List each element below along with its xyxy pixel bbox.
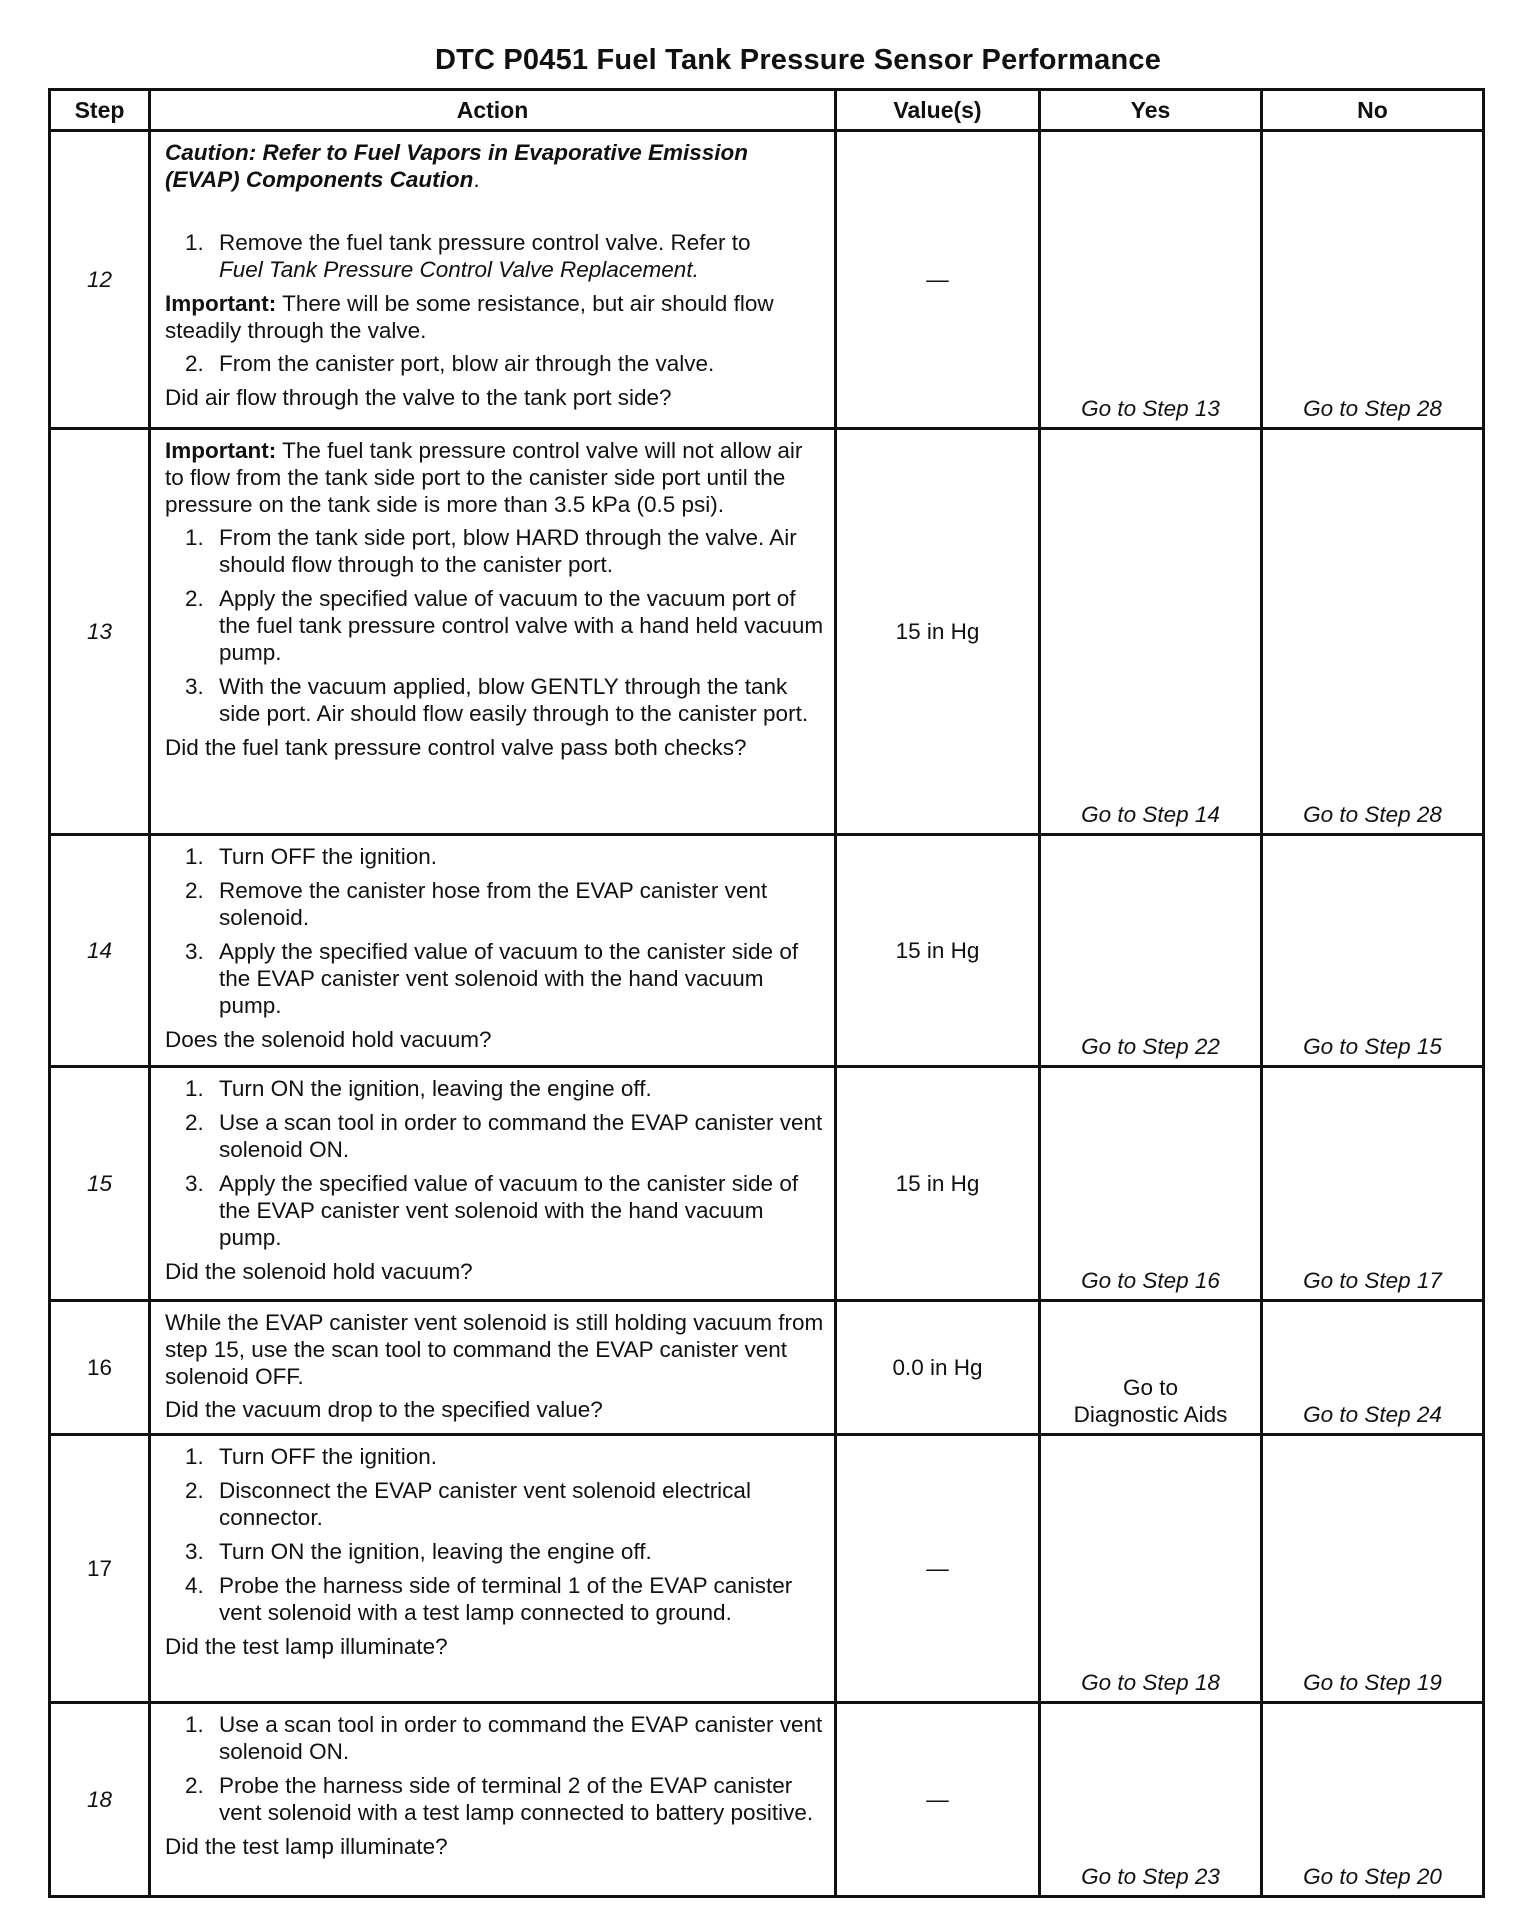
no-link[interactable]: Go to Step 28 xyxy=(1303,396,1442,421)
yes-link[interactable]: Go to Step 23 xyxy=(1081,1864,1220,1889)
header-step: Step xyxy=(50,90,150,131)
no-cell xyxy=(1262,835,1484,1067)
value-cell: 0.0 in Hg xyxy=(836,1301,1040,1435)
no-link[interactable]: Go to Step 17 xyxy=(1303,1268,1442,1293)
value-cell: 15 in Hg xyxy=(836,1067,1040,1301)
action-step: 1. Remove the fuel tank pressure control valve. Refer to Fuel Tank Pressure Control Valve Replacement. xyxy=(185,230,751,282)
no-link[interactable]: Go to Step 15 xyxy=(1303,1034,1442,1059)
action-step: 1. Turn ON the ignition, leaving the engine off. xyxy=(185,1076,652,1101)
yes-cell xyxy=(1040,1301,1262,1435)
action-step: 1. Turn OFF the ignition. xyxy=(185,844,438,869)
step-cell xyxy=(50,1703,150,1897)
page-title: DTC P0451 Fuel Tank Pressure Sensor Performance xyxy=(434,44,1162,76)
yes-cell xyxy=(1040,429,1262,835)
step-number: 17 xyxy=(86,1556,113,1581)
action-step: 2. From the canister port, blow air through the valve. xyxy=(185,351,715,376)
no-cell xyxy=(1262,1703,1484,1897)
action-step: 3. With the vacuum applied, blow GENTLY through the tank side port. Air should flow easily through to the canister port. xyxy=(185,674,809,726)
value-cell: 15 in Hg xyxy=(836,835,1040,1067)
question-text: Did the test lamp illuminate? xyxy=(165,1634,448,1659)
table-row xyxy=(50,1067,1484,1301)
value-cell: 15 in Hg xyxy=(836,429,1040,835)
step-cell xyxy=(50,835,150,1067)
table-row xyxy=(50,429,1484,835)
value-cell: — xyxy=(836,1703,1040,1897)
no-cell xyxy=(1262,1435,1484,1703)
no-link[interactable]: Go to Step 24 xyxy=(1303,1402,1442,1427)
yes-link[interactable]: Go to Step 22 xyxy=(1081,1034,1220,1059)
no-link[interactable]: Go to Step 19 xyxy=(1303,1670,1442,1695)
action-step: 3. Apply the specified value of vacuum to the canister side of the EVAP canister vent solenoid with the hand vacuum pump. xyxy=(185,1171,799,1250)
yes-cell xyxy=(1040,131,1262,429)
action-step: 2. Use a scan tool in order to command the EVAP canister vent solenoid ON. xyxy=(185,1110,823,1162)
action-cell xyxy=(150,1703,836,1897)
step-cell xyxy=(50,1067,150,1301)
table-row xyxy=(50,835,1484,1067)
no-cell xyxy=(1262,1301,1484,1435)
step-cell xyxy=(50,131,150,429)
step-number: 14 xyxy=(86,938,113,963)
action-step: 2. Apply the specified value of vacuum to the vacuum port of the fuel tank pressure control valve with a hand held vacuum pump. xyxy=(185,586,824,665)
yes-cell xyxy=(1040,1067,1262,1301)
yes-link[interactable]: Go to Step 16 xyxy=(1081,1268,1220,1293)
question-text: Did air flow through the valve to the tank port side? xyxy=(165,385,672,410)
header-yes: Yes xyxy=(1040,90,1262,131)
action-step: 1. From the tank side port, blow HARD through the valve. Air should flow through to the canister port. xyxy=(185,525,797,577)
important-note: Important: There will be some resistance, but air should flow steadily through the valve. xyxy=(165,291,774,343)
action-cell xyxy=(150,131,836,429)
no-cell xyxy=(1262,429,1484,835)
action-step: 2. Probe the harness side of terminal 2 of the EVAP canister vent solenoid with a test lamp connected to battery positive. xyxy=(185,1773,814,1825)
value-cell: — xyxy=(836,131,1040,429)
action-cell xyxy=(150,835,836,1067)
action-cell xyxy=(150,1301,836,1435)
yes-link[interactable]: Go to Step 13 xyxy=(1081,396,1220,421)
yes-cell xyxy=(1040,1435,1262,1703)
action-step: 3. Apply the specified value of vacuum to the canister side of the EVAP canister vent solenoid with the hand vacuum pump. xyxy=(185,939,799,1018)
table-row xyxy=(50,1703,1484,1897)
no-cell xyxy=(1262,1067,1484,1301)
caution-text: Caution: Refer to Fuel Vapors in Evaporative Emission (EVAP) Components Caution. xyxy=(165,140,749,192)
step-cell xyxy=(50,429,150,835)
action-step: 1. Turn OFF the ignition. xyxy=(185,1444,438,1469)
action-step: 2. Remove the canister hose from the EVAP canister vent solenoid. xyxy=(185,878,768,930)
action-step: 1. Use a scan tool in order to command the EVAP canister vent solenoid ON. xyxy=(185,1712,823,1764)
yes-cell xyxy=(1040,1703,1262,1897)
action-cell xyxy=(150,1435,836,1703)
header-values: Value(s) xyxy=(836,90,1040,131)
question-text: Does the solenoid hold vacuum? xyxy=(165,1027,492,1052)
action-step: 2. Disconnect the EVAP canister vent solenoid electrical connector. xyxy=(185,1478,751,1530)
important-note: Important: The fuel tank pressure control valve will not allow air to flow from the tank side port to the canister side port until the pressure on the tank side is more than 3.5 kPa (0.5 psi). xyxy=(165,438,803,517)
step-number: 18 xyxy=(86,1787,113,1812)
header-no: No xyxy=(1262,90,1484,131)
yes-link[interactable]: Go to Step 14 xyxy=(1081,802,1220,827)
value-cell: — xyxy=(836,1435,1040,1703)
step-number: 12 xyxy=(86,267,113,292)
step-cell xyxy=(50,1301,150,1435)
reference-link[interactable]: Fuel Tank Pressure Control Valve Replacement. xyxy=(219,257,699,282)
no-link[interactable]: Go to Step 20 xyxy=(1303,1864,1442,1889)
step-cell xyxy=(50,1435,150,1703)
question-text: Did the fuel tank pressure control valve pass both checks? xyxy=(165,735,747,760)
table-header-row xyxy=(50,90,1484,131)
action-step: 3. Turn ON the ignition, leaving the engine off. xyxy=(185,1539,652,1564)
no-cell xyxy=(1262,131,1484,429)
question-text: Did the vacuum drop to the specified value? xyxy=(165,1397,603,1422)
question-text: Did the test lamp illuminate? xyxy=(165,1834,448,1859)
table-row xyxy=(50,131,1484,429)
question-text: Did the solenoid hold vacuum? xyxy=(165,1259,473,1284)
yes-link[interactable]: Go to Step 18 xyxy=(1081,1670,1220,1695)
action-cell xyxy=(150,429,836,835)
yes-link[interactable]: Go to Diagnostic Aids xyxy=(1073,1375,1228,1427)
yes-cell xyxy=(1040,835,1262,1067)
diagnostic-table xyxy=(48,88,1485,1898)
table-row xyxy=(50,1435,1484,1703)
step-number: 15 xyxy=(86,1171,113,1196)
step-number: 13 xyxy=(86,619,113,644)
header-action: Action xyxy=(150,90,836,131)
action-text: While the EVAP canister vent solenoid is still holding vacuum from step 15, use the scan tool to command the EVAP canister vent solenoid OFF. xyxy=(165,1310,824,1389)
no-link[interactable]: Go to Step 28 xyxy=(1303,802,1442,827)
step-number: 16 xyxy=(86,1355,113,1380)
action-step: 4. Probe the harness side of terminal 1 of the EVAP canister vent solenoid with a test lamp connected to ground. xyxy=(185,1573,793,1625)
action-cell xyxy=(150,1067,836,1301)
table-row xyxy=(50,1301,1484,1435)
